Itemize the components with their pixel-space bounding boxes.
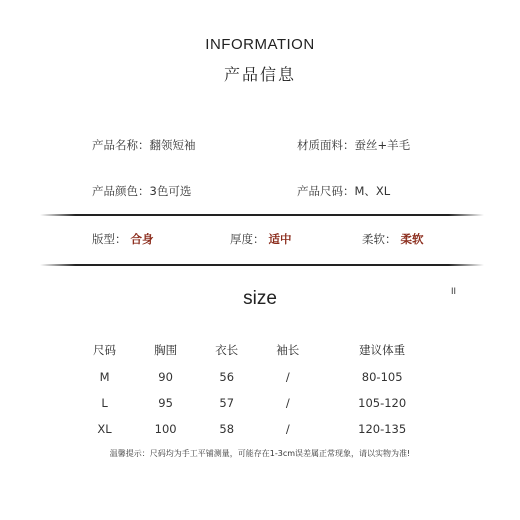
cell-sleeve: / — [285, 422, 290, 436]
cell-chest: 95 — [158, 396, 173, 410]
divider-top — [40, 214, 484, 216]
cell-length: 58 — [219, 422, 235, 436]
feature-softness-label: 柔软： — [362, 232, 397, 246]
cell-chest: 90 — [158, 370, 173, 384]
cell-size: M — [99, 370, 110, 384]
cell-size: XL — [97, 422, 112, 436]
product-sizes: 产品尺码：M、XL — [297, 184, 391, 198]
cell-length: 57 — [219, 396, 235, 410]
feature-softness-value: 柔软 — [400, 232, 424, 246]
size-title: size — [243, 288, 277, 309]
cell-sleeve: / — [285, 396, 290, 410]
cell-size: L — [101, 396, 108, 410]
measurement-note: 温馨提示：尺码均为手工平铺测量，可能存在1-3cm误差属正常现象，请以实物为准! — [109, 449, 411, 458]
feature-thickness-label: 厚度： — [230, 232, 265, 246]
cell-weight: 105-120 — [358, 396, 407, 410]
table-row — [74, 364, 446, 390]
product-material: 材质面料：蚕丝+羊毛 — [297, 138, 411, 152]
feature-fit — [92, 231, 154, 247]
cell-weight: 80-105 — [361, 370, 403, 384]
feature-fit-value: 合身 — [130, 232, 154, 246]
cell-chest: 100 — [154, 422, 177, 436]
feature-fit-label: 版型： — [92, 232, 127, 246]
header-size: 尺码 — [93, 343, 117, 357]
feature-thickness — [230, 231, 292, 247]
corner-mark: II — [451, 286, 457, 296]
header-length: 衣长 — [215, 343, 239, 357]
title-english: INFORMATION — [205, 36, 315, 53]
feature-thickness-value: 适中 — [268, 232, 292, 246]
product-colors: 产品颜色：3色可选 — [92, 184, 192, 198]
header-weight: 建议体重 — [359, 343, 406, 357]
table-row — [74, 416, 446, 442]
header-sleeve: 袖长 — [276, 343, 300, 357]
cell-weight: 120-135 — [358, 422, 407, 436]
divider-bottom — [40, 264, 484, 266]
cell-sleeve: / — [285, 370, 290, 384]
feature-softness — [362, 231, 424, 247]
size-table-header — [74, 336, 446, 364]
title-chinese: 产品信息 — [223, 65, 296, 84]
product-name: 产品名称：翻领短袖 — [92, 138, 196, 152]
size-table — [74, 336, 446, 442]
header-chest: 胸围 — [154, 343, 178, 357]
cell-length: 56 — [219, 370, 235, 384]
table-row — [74, 390, 446, 416]
